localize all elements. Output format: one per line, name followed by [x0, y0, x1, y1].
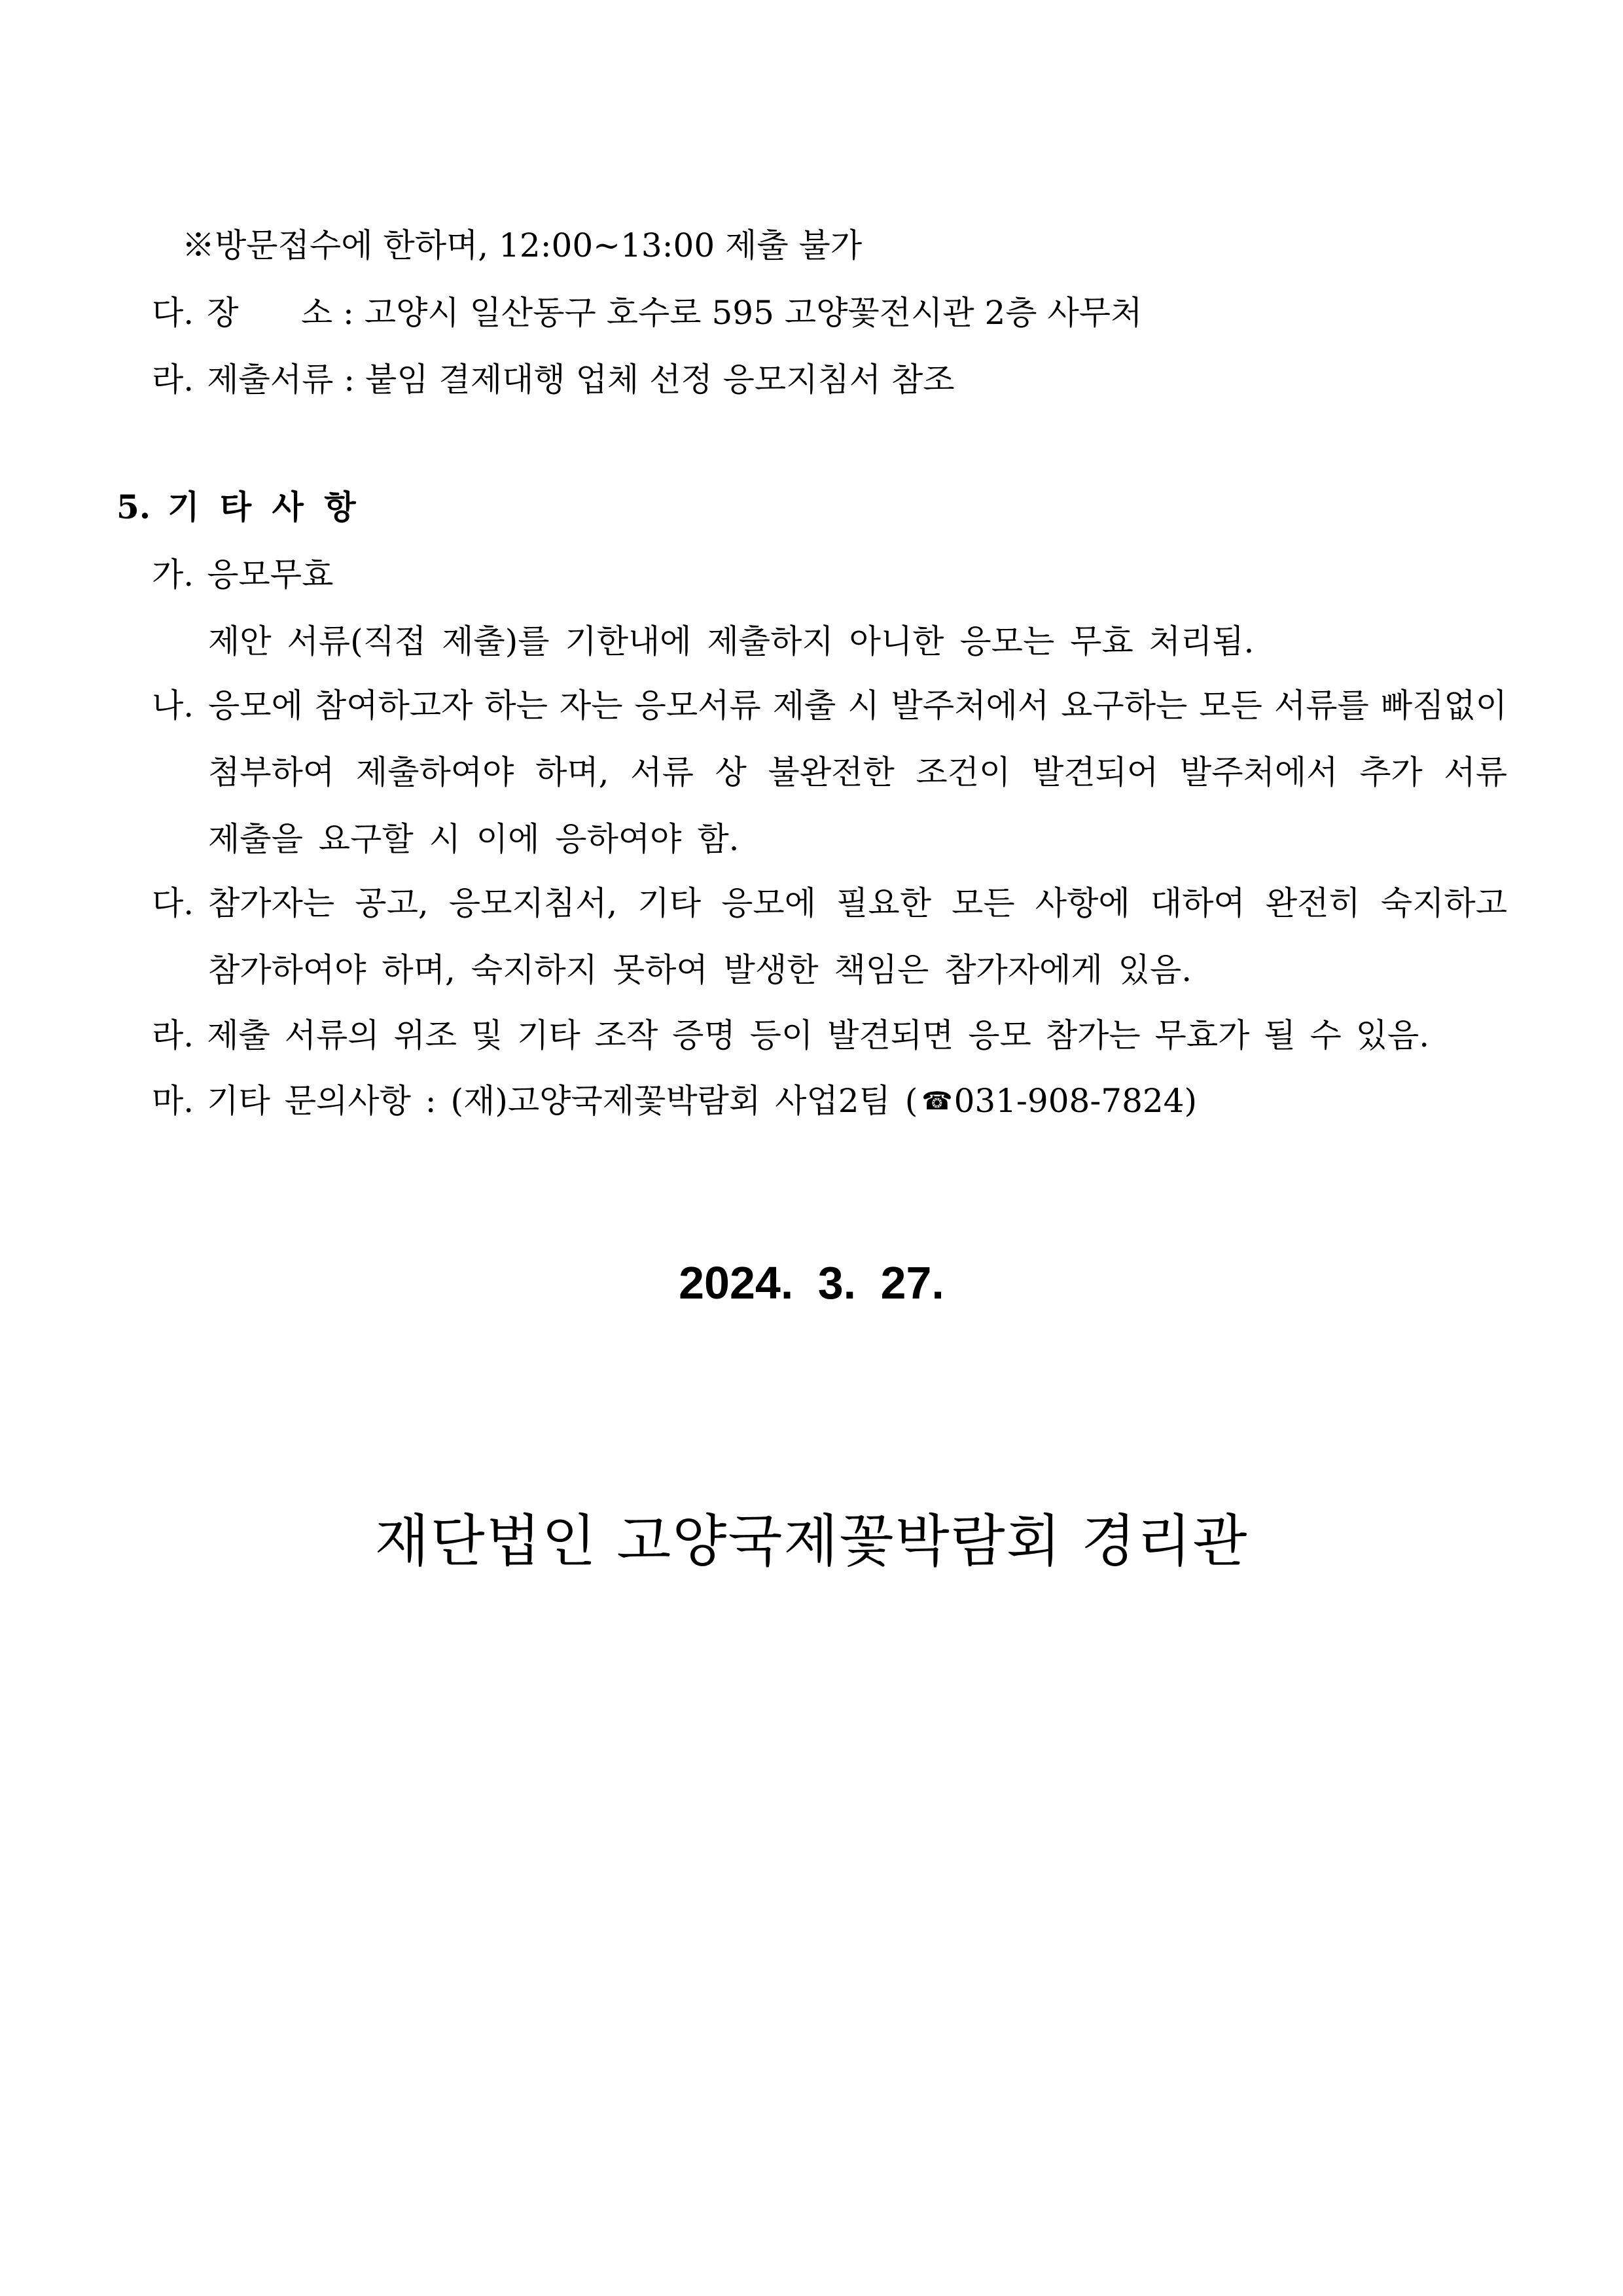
ga-body-text: 제안 서류(직접 제출)를 기한내에 제출하지 아니한 응모는 무효 처리됨.: [208, 622, 1255, 660]
item-marker: 다.: [152, 884, 194, 922]
item-marker: 라.: [152, 1016, 194, 1054]
item-marker: 가.: [152, 556, 194, 594]
item-marker: 라.: [152, 361, 194, 399]
ra-text: 제출 서류의 위조 및 기타 조작 증명 등이 발견되면 응모 참가는 무효가 될 수 있음.: [207, 1016, 1430, 1054]
document-date: 2024. 3. 27.: [679, 1257, 944, 1308]
da-line-2-text: 참가하여야 하며, 숙지하지 못하여 발생한 책임은 참가자에게 있음.: [208, 951, 1192, 989]
section-title: 기 타 사 항: [168, 488, 356, 526]
item-ma-contact: [152, 1081, 1197, 1121]
issuing-organization: 재단법인 고양국제꽃박람회 경리관: [374, 1509, 1249, 1574]
phone-icon: ☎: [921, 1086, 953, 1115]
location-text: 장 소 : 고양시 일산동구 호수로 595 고양꽃전시관 2층 사무처: [207, 294, 1143, 332]
ma-text: 기타 문의사항 : (재)고양국제꽃박람회 사업2팀 (: [207, 1082, 918, 1120]
item-marker: 나.: [152, 687, 194, 725]
na-line-3-text: 제출을 요구할 시 이에 응하여야 함.: [208, 820, 740, 858]
item-na-marker: [152, 686, 194, 725]
visit-note-text: ※방문접수에 한하며, 12:00~13:00 제출 불가: [182, 226, 863, 264]
da-line-1: 참가자는 공고, 응모지침서, 기타 응모에 필요한 모든 사항에 대하여 완전히 숙지하고: [208, 884, 1507, 922]
na-line-3: [208, 819, 740, 859]
item-marker: 마.: [152, 1082, 194, 1120]
phone-number: 031-908-7824): [954, 1082, 1198, 1120]
ga-body: [208, 622, 1254, 661]
item-ga-invalid: [152, 555, 333, 594]
visit-note: [182, 226, 862, 265]
documents-text: 제출서류 : 붙임 결제대행 업체 선정 응모지침서 참조: [207, 361, 955, 399]
item-da-location: [152, 293, 1142, 332]
item-ra-forgery: [152, 1016, 1429, 1055]
item-ra-documents: [152, 360, 955, 399]
item-da-marker: [152, 884, 194, 923]
na-line-1: 응모에 참여하고자 하는 자는 응모서류 제출 시 발주처에서 요구하는 모든 서류를 빠짐없이: [208, 687, 1507, 725]
da-line-2: [208, 950, 1192, 990]
section-5-heading: [116, 488, 356, 527]
item-marker: 다.: [152, 294, 194, 332]
ga-title: 응모무효: [207, 556, 334, 594]
na-line-2: 첨부하여 제출하여야 하며, 서류 상 불완전한 조건이 발견되어 발주처에서 추가 서류: [208, 753, 1507, 791]
section-number: 5.: [116, 488, 151, 526]
